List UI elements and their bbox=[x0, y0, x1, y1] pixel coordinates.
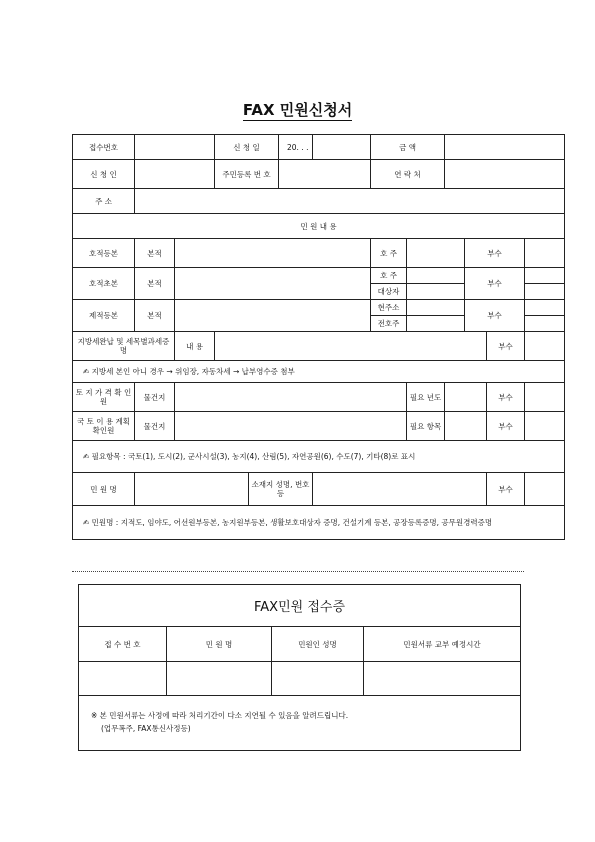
copies-field[interactable] bbox=[525, 412, 565, 441]
family-register-field[interactable] bbox=[175, 239, 371, 268]
application-form bbox=[72, 134, 524, 562]
year-field[interactable] bbox=[445, 383, 487, 412]
current-address-label: 현주소 bbox=[371, 300, 407, 316]
tax-note: ✍ 지방세 본인 아니 경우 → 위임장, 자동차세 → 납부영수증 첨부 bbox=[73, 361, 565, 383]
applicant-label: 신 청 인 bbox=[73, 160, 135, 189]
head-label: 호 주 bbox=[371, 239, 407, 268]
copies-field[interactable] bbox=[525, 239, 565, 268]
content-header: 민 원 내 용 bbox=[73, 214, 565, 239]
copies-field[interactable] bbox=[525, 332, 565, 361]
copies-label: 부수 bbox=[487, 473, 525, 506]
removed-register-field[interactable] bbox=[175, 300, 371, 332]
copies-field[interactable] bbox=[525, 268, 565, 284]
family-abstract-sub: 본적 bbox=[135, 268, 175, 300]
address-field[interactable] bbox=[135, 189, 565, 214]
location-label: 소재지 성명, 번호등 bbox=[249, 473, 313, 506]
land-use-label: 국 토 이 용 계획확인원 bbox=[73, 412, 135, 441]
removed-register-label: 제적등본 bbox=[73, 300, 135, 332]
items-field[interactable] bbox=[445, 412, 487, 441]
apply-date-value[interactable]: 20. . . bbox=[279, 135, 313, 160]
former-head-label: 전호주 bbox=[371, 316, 407, 332]
row-removed-register bbox=[73, 300, 565, 316]
local-tax-field[interactable] bbox=[215, 332, 487, 361]
receipt-header-name: 민 원 명 bbox=[167, 627, 272, 662]
copies-label: 부수 bbox=[487, 383, 525, 412]
row-address bbox=[73, 189, 565, 214]
local-tax-label: 지방세완납 및 세목별과세증명 bbox=[73, 332, 175, 361]
row-applicant bbox=[73, 160, 565, 189]
family-register-sub: 본적 bbox=[135, 239, 175, 268]
row-local-tax bbox=[73, 332, 565, 361]
copies-label: 부수 bbox=[465, 239, 525, 268]
row-tax-note bbox=[73, 361, 565, 383]
land-price-field[interactable] bbox=[175, 383, 407, 412]
document-title: FAX 민원신청서 bbox=[242, 101, 353, 119]
location-field[interactable] bbox=[313, 473, 487, 506]
head-field[interactable] bbox=[407, 268, 465, 284]
former-head-field[interactable] bbox=[407, 316, 465, 332]
amount-field[interactable] bbox=[445, 135, 565, 160]
receipt-note-line2: (업무폭주, FAX통신사정등) bbox=[101, 724, 191, 733]
removed-register-sub: 본적 bbox=[135, 300, 175, 332]
items-label: 필요 항목 bbox=[407, 412, 445, 441]
receipt-no-field[interactable] bbox=[79, 662, 167, 696]
receipt-title: FAX민원 접수증 bbox=[79, 585, 521, 627]
receipt-no-label: 접수번호 bbox=[73, 135, 135, 160]
copies-field[interactable] bbox=[525, 383, 565, 412]
row-petition bbox=[73, 473, 565, 506]
receipt-header-time: 민원서류 교부 예정시간 bbox=[364, 627, 521, 662]
row-petition-note bbox=[73, 506, 565, 540]
row-family-abstract bbox=[73, 268, 565, 284]
year-label: 필요 년도 bbox=[407, 383, 445, 412]
subject-label: 대상자 bbox=[371, 284, 407, 300]
application-table bbox=[72, 134, 565, 540]
receipt-note bbox=[79, 696, 521, 751]
family-register-label: 호적등본 bbox=[73, 239, 135, 268]
address-label: 주 소 bbox=[73, 189, 135, 214]
receipt-name-field[interactable] bbox=[167, 662, 272, 696]
petition-name-field[interactable] bbox=[135, 473, 249, 506]
land-price-label: 토 지 가 격 확 인 원 bbox=[73, 383, 135, 412]
row-land-price bbox=[73, 383, 565, 412]
subject-field[interactable] bbox=[407, 284, 465, 300]
receipt-person-field[interactable] bbox=[272, 662, 364, 696]
petition-note: ✍ 민원명 : 지적도, 임야도, 어선원부등본, 농지원부등본, 생활보호대상자 증명, 건설기계 등본, 공장등록증명, 공무원경력증명 bbox=[73, 506, 565, 540]
contact-label: 연 락 처 bbox=[371, 160, 445, 189]
cut-line bbox=[72, 571, 524, 572]
copies-field[interactable] bbox=[525, 300, 565, 316]
family-abstract-field[interactable] bbox=[175, 268, 371, 300]
receipt-header-person: 민원인 성명 bbox=[272, 627, 364, 662]
row-items-note bbox=[73, 441, 565, 473]
current-address-field[interactable] bbox=[407, 300, 465, 316]
row-receipt-info bbox=[73, 135, 565, 160]
copies-field-2[interactable] bbox=[525, 284, 565, 300]
row-land-use bbox=[73, 412, 565, 441]
resident-no-field[interactable] bbox=[279, 160, 371, 189]
copies-label: 부수 bbox=[465, 300, 525, 332]
head-field[interactable] bbox=[407, 239, 465, 268]
copies-field[interactable] bbox=[525, 473, 565, 506]
receipt-time-field[interactable] bbox=[364, 662, 521, 696]
copies-field-2[interactable] bbox=[525, 316, 565, 332]
petition-name-label: 민 원 명 bbox=[73, 473, 135, 506]
local-tax-sub: 내 용 bbox=[175, 332, 215, 361]
applicant-field[interactable] bbox=[135, 160, 215, 189]
head-label: 호 주 bbox=[371, 268, 407, 284]
land-use-field[interactable] bbox=[175, 412, 407, 441]
row-content-header bbox=[73, 214, 565, 239]
land-use-sub: 물건지 bbox=[135, 412, 175, 441]
land-price-sub: 물건지 bbox=[135, 383, 175, 412]
apply-date-label: 신 청 일 bbox=[215, 135, 279, 160]
receipt-table bbox=[78, 584, 521, 751]
items-note: ✍ 필요항목 : 국토(1), 도시(2), 군사시설(3), 농지(4), 산림(5), 자연공원(6), 수도(7), 기타(8)로 표시 bbox=[73, 441, 565, 473]
copies-label: 부수 bbox=[487, 332, 525, 361]
copies-label: 부수 bbox=[487, 412, 525, 441]
receipt-slip bbox=[78, 584, 520, 752]
date-spacer bbox=[313, 135, 371, 160]
receipt-no-field[interactable] bbox=[135, 135, 215, 160]
contact-field[interactable] bbox=[445, 160, 565, 189]
copies-label: 부수 bbox=[465, 268, 525, 300]
amount-label: 금 액 bbox=[371, 135, 445, 160]
row-family-register bbox=[73, 239, 565, 268]
family-abstract-label: 호적초본 bbox=[73, 268, 135, 300]
receipt-note-line1: ※ 본 민원서류는 사정에 따라 처리기간이 다소 지연될 수 있음을 알려드립니다. bbox=[91, 711, 349, 721]
receipt-header-no: 접 수 번 호 bbox=[79, 627, 167, 662]
resident-no-label: 주민등록 번 호 bbox=[215, 160, 279, 189]
